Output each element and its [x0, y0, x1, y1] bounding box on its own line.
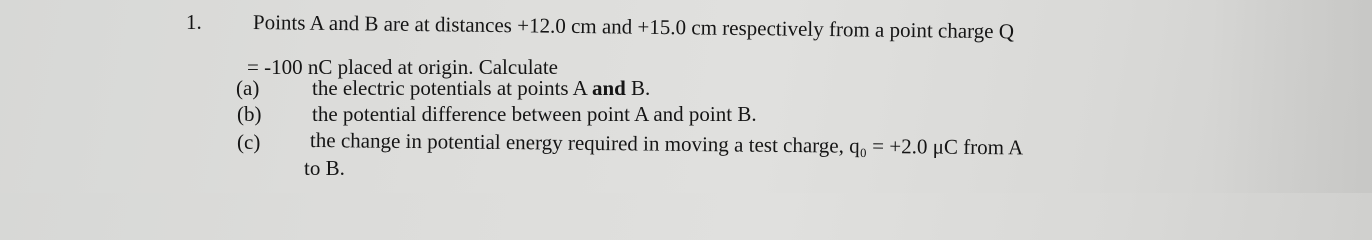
part-c-text-line-1: the change in potential energy required in moving a test charge, q₀ = +2.0 μC from A	[309, 128, 1024, 160]
question-number: 1.	[186, 10, 202, 34]
part-b-label: (b)	[237, 102, 262, 126]
question-stem-line-1: Points A and B are at distances +12.0 cm and +15.0 cm respectively from a point charge Q	[252, 10, 1015, 44]
part-c-text-line-2: to B.	[304, 156, 345, 180]
paper-shading	[1212, 0, 1372, 193]
part-b-text: the potential difference between point A and point B.	[312, 102, 757, 126]
question-stem-line-2: = -100 nC placed at origin. Calculate	[247, 55, 559, 79]
part-a-text: the electric potentials at points A and B.	[312, 76, 651, 100]
part-a-label: (a)	[236, 76, 260, 100]
part-c-label: (c)	[237, 130, 261, 154]
